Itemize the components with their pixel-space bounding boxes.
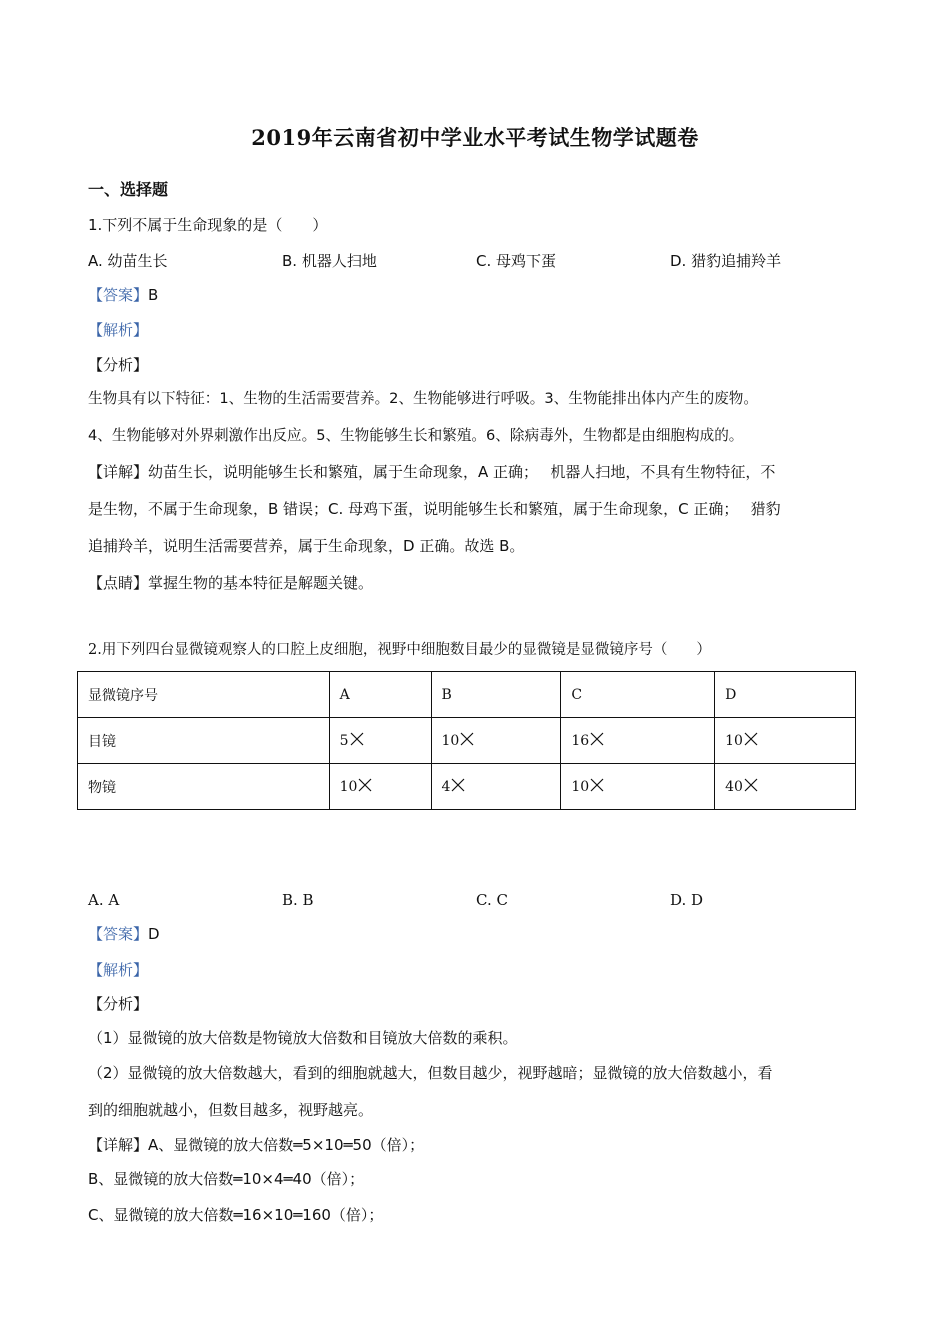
table-cell: A <box>329 672 431 718</box>
xiangjie-tag: 【详解】 <box>88 463 149 481</box>
times-icon <box>590 732 604 746</box>
q2-xiangjie-line-2: B、显微镜的放大倍数═10×4═40（倍）； <box>88 1170 365 1188</box>
q1-dianjing <box>88 573 373 593</box>
q2-xiangjie-line-1 <box>88 1135 424 1155</box>
answer-value: D <box>148 925 160 943</box>
table-cell <box>715 764 856 810</box>
times-icon <box>358 778 372 792</box>
q2-option-b: B. B <box>282 891 314 909</box>
q1-xiangjie-line-1 <box>88 462 775 482</box>
times-icon <box>460 732 474 746</box>
table-cell <box>329 718 431 764</box>
page-title: 2019年云南省初中学业水平考试生物学试题卷 <box>251 125 699 150</box>
cell-value: 10 <box>571 779 590 795</box>
table-cell: 显微镜序号 <box>78 672 330 718</box>
q2-xiangjie-line-3: C、显微镜的放大倍数═16×10═160（倍）； <box>88 1206 384 1224</box>
q1-xiangjie-line-2: 是生物，不属于生命现象，B 错误；C. 母鸡下蛋，说明能够生长和繁殖，属于生命现象，C 正确； 猎豹 <box>88 500 781 518</box>
answer-tag: 【答案】 <box>88 286 149 304</box>
q1-option-a: A. 幼苗生长 <box>88 252 168 270</box>
table-cell <box>561 718 715 764</box>
q1-answer <box>88 285 158 305</box>
dianjing-tag: 【点睛】 <box>88 574 149 592</box>
table-cell <box>715 718 856 764</box>
table-cell: D <box>715 672 856 718</box>
answer-value: B <box>148 286 159 304</box>
cell-value: 10 <box>725 733 743 749</box>
cell-value: 4 <box>441 779 451 795</box>
xiangjie-text: A、显微镜的放大倍数═5×10═50（倍）； <box>148 1136 425 1154</box>
table-cell <box>561 764 715 810</box>
q1-option-d: D. 猎豹追捕羚羊 <box>670 252 782 270</box>
table-cell: B <box>431 672 561 718</box>
q1-analysis-tag: 【解析】 <box>88 321 149 339</box>
q2-answer <box>88 924 160 944</box>
q1-option-c: C. 母鸡下蛋 <box>476 252 557 270</box>
section-heading: 一、选择题 <box>88 180 169 199</box>
table-header-row <box>78 672 856 718</box>
q1-fenxi-tag: 【分析】 <box>88 356 149 374</box>
cell-value: 10 <box>441 733 460 749</box>
table-row <box>78 718 856 764</box>
microscope-table <box>77 671 856 810</box>
table-cell <box>431 764 561 810</box>
table-cell <box>431 718 561 764</box>
table-cell: 目镜 <box>78 718 330 764</box>
times-icon <box>744 778 758 792</box>
q2-fenxi-line-1: （1）显微镜的放大倍数是物镜放大倍数和目镜放大倍数的乘积。 <box>88 1029 518 1047</box>
q2-option-d: D. D <box>670 891 704 909</box>
q1-stem: 1.下列不属于生命现象的是（ ） <box>88 216 328 234</box>
times-icon <box>350 732 364 746</box>
cell-value: 5 <box>339 733 349 749</box>
q1-option-b: B. 机器人扫地 <box>282 252 377 270</box>
dianjing-text: 掌握生物的基本特征是解题关键。 <box>148 574 374 592</box>
times-icon <box>744 732 758 746</box>
answer-tag: 【答案】 <box>88 925 149 943</box>
q2-fenxi-tag: 【分析】 <box>88 995 149 1013</box>
table-cell <box>329 764 431 810</box>
q2-option-c: C. C <box>476 891 508 909</box>
q2-stem: 2.用下列四台显微镜观察人的口腔上皮细胞，视野中细胞数目最少的显微镜是显微镜序号（ ） <box>88 642 711 658</box>
q1-fenxi-line-1: 生物具有以下特征：1、生物的生活需要营养。2、生物能够进行呼吸。3、生物能排出体内产生的废物。 <box>88 390 758 407</box>
cell-value: 40 <box>725 779 743 795</box>
q2-fenxi-line-2: （2）显微镜的放大倍数越大，看到的细胞就越大，但数目越少，视野越暗；显微镜的放大倍数越小，看 <box>88 1064 773 1082</box>
q2-fenxi-line-3: 到的细胞就越小，但数目越多，视野越亮。 <box>88 1101 374 1119</box>
xiangjie-text: 幼苗生长，说明能够生长和繁殖，属于生命现象，A 正确； 机器人扫地，不具有生物特征，不 <box>148 463 776 481</box>
cell-value: 16 <box>571 733 590 749</box>
q1-fenxi-line-2: 4、生物能够对外界刺激作出反应。5、生物能够生长和繁殖。6、除病毒外，生物都是由细胞构成的。 <box>88 427 744 444</box>
table-cell: C <box>561 672 715 718</box>
table-row <box>78 764 856 810</box>
q2-option-a: A. A <box>88 891 120 909</box>
xiangjie-tag: 【详解】 <box>88 1136 149 1154</box>
table-cell: 物镜 <box>78 764 330 810</box>
q1-xiangjie-line-3: 追捕羚羊，说明生活需要营养，属于生命现象，D 正确。故选 B。 <box>88 537 525 555</box>
times-icon <box>451 778 465 792</box>
times-icon <box>590 778 604 792</box>
q2-analysis-tag: 【解析】 <box>88 961 149 979</box>
cell-value: 10 <box>339 779 358 795</box>
